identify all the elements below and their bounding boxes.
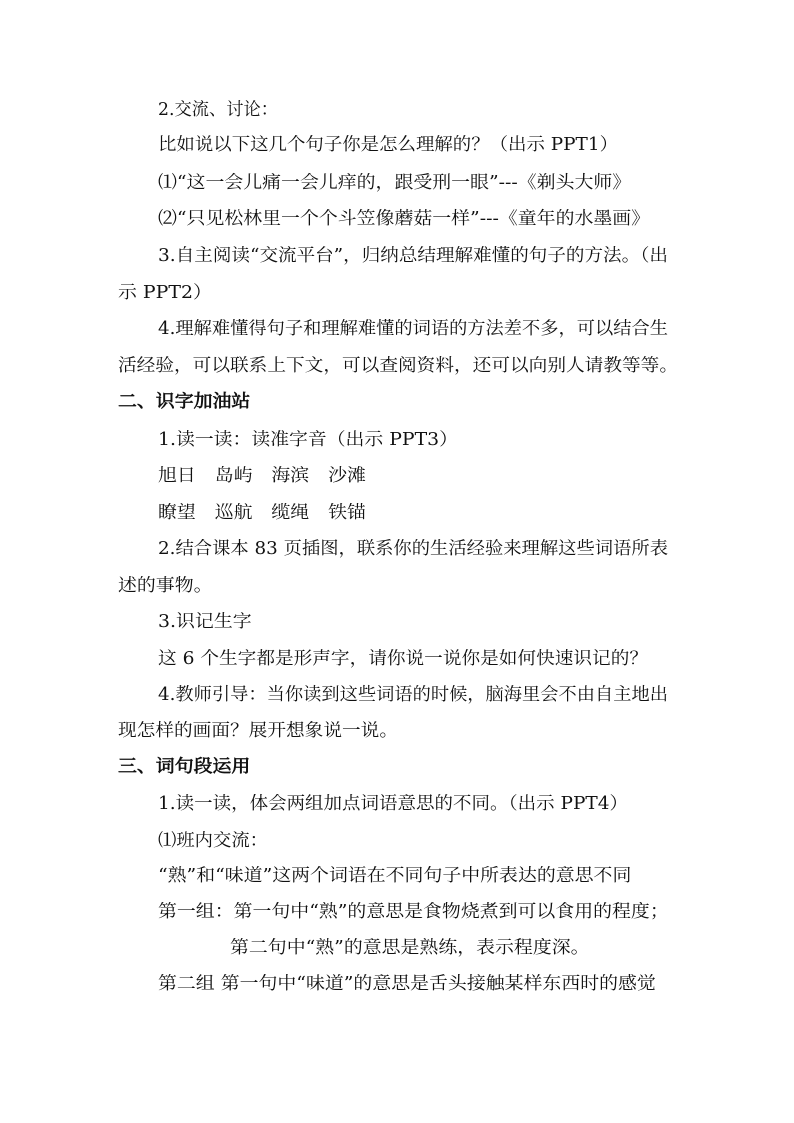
paragraph: 1.读一读，体会两组加点词语意思的不同。（出示 PPT4） — [158, 794, 628, 814]
paragraph: 3.自主阅读“交流平台”，归纳总结理解难懂的句子的方法。（出 — [158, 246, 668, 266]
paragraph: 1.读一读：读准字音（出示 PPT3） — [158, 430, 458, 450]
paragraph: 2.结合课本 83 页插图，联系你的生活经验来理解这些词语所表 — [158, 539, 668, 559]
paragraph: 活经验，可以联系上下文，可以查阅资料，还可以向别人请教等等。 — [118, 356, 678, 376]
heading-2-exchange: 2.交流、讨论： — [158, 100, 278, 120]
word-list: 瞭望 巡航 缆绳 铁锚 — [158, 503, 366, 523]
paragraph: 第二句中“熟”的意思是熟练，表示程度深。 — [230, 938, 590, 958]
paragraph: “熟”和“味道”这两个词语在不同句子中所表达的意思不同 — [158, 866, 632, 886]
paragraph: 这 6 个生字都是形声字，请你说一说你是如何快速识记的？ — [158, 649, 648, 669]
section-heading-3: 三、词句段运用 — [118, 757, 251, 777]
paragraph: 现怎样的画面？展开想象说一说。 — [118, 721, 398, 741]
paragraph: 4.教师引导：当你读到这些词语的时候，脑海里会不由自主地出 — [158, 685, 668, 705]
paragraph: ⑴班内交流： — [158, 831, 268, 851]
paragraph: 比如说以下这几个句子你是怎么理解的？（出示 PPT1） — [158, 135, 618, 155]
paragraph: 第二组 第一句中“味道”的意思是舌头接触某样东西时的感觉 — [158, 974, 656, 994]
paragraph: ⑴“这一会儿痛一会儿痒的，跟受刑一眼”---《剃头大师》 — [158, 173, 632, 193]
section-heading-2: 二、识字加油站 — [118, 392, 251, 412]
word-list: 旭日 岛屿 海滨 沙滩 — [158, 466, 366, 486]
paragraph: 第一组：第一句中“熟”的意思是食物烧煮到可以食用的程度； — [158, 902, 669, 922]
paragraph: 3.识记生字 — [158, 612, 252, 632]
paragraph: 示 PPT2） — [118, 283, 212, 303]
paragraph: 述的事物。 — [118, 576, 213, 596]
paragraph: 4.理解难懂得句子和理解难懂的词语的方法差不多，可以结合生 — [158, 319, 668, 339]
paragraph: ⑵“只见松林里一个个斗笠像蘑菇一样”---《童年的水墨画》 — [158, 209, 651, 229]
